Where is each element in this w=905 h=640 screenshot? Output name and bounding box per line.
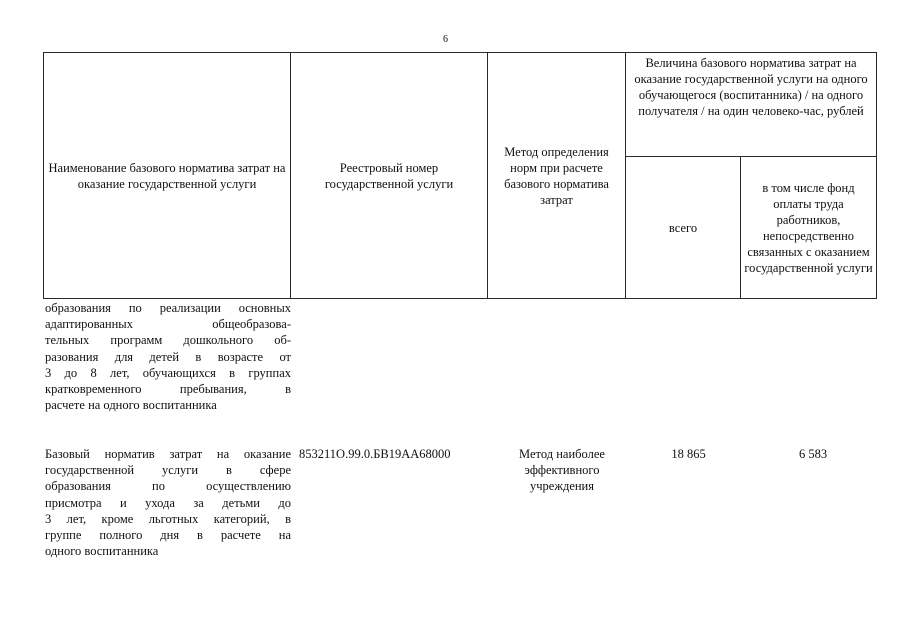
page-number: 6	[443, 34, 448, 45]
header-value-group-cell: Величина базового норматива затрат на оказание государственной услуги на одного обучающегося (воспитанника) / на одного получателя / на один человеко-час, рублей	[626, 53, 877, 157]
table-header	[43, 52, 877, 299]
header-name-cell: Наименование базового норматива затрат на оказание государственной услуги	[44, 53, 291, 299]
row2-name-line: группе полного дня в расчете на	[45, 528, 291, 543]
row1-name-line: кратковременного пребывания, в	[45, 382, 291, 397]
header-fund-cell: в том числе фонд оплаты труда работников, непосредственно связанных с оказанием государственной услуги	[741, 157, 877, 299]
row1-name-line: расчете на одного воспитанника	[45, 398, 217, 413]
row2-name-line: 3 лет, кроме льготных категорий, в	[45, 511, 291, 526]
row2-registry-number: 853211О.99.0.БВ19АА68000	[299, 447, 451, 461]
row2-name-line: Базовый норматив затрат на оказание	[45, 447, 291, 461]
row2-name-line: образования по осуществлению	[45, 479, 291, 494]
header-registry-cell: Реестровый номер государственной услуги	[291, 53, 488, 299]
header-method-cell: Метод определения норм при расчете базового норматива затрат	[488, 53, 626, 299]
row2-total: 18 865	[671, 447, 706, 461]
header-total-cell: всего	[626, 157, 741, 299]
row2-name-line: присмотра и ухода за детьми до	[45, 495, 291, 510]
row2-name	[45, 446, 291, 559]
row1-name	[45, 300, 291, 413]
row1-name-line: тельных программ дошкольного об-	[45, 333, 291, 348]
row2-fund: 6 583	[798, 447, 828, 461]
row1-name-line: образования по реализации основных	[45, 301, 291, 315]
row1-name-line: 3 до 8 лет, обучающихся в группах	[45, 365, 291, 380]
row1-name-line: разования для детей в возрасте от	[45, 349, 291, 364]
row1-name-line: адаптированных общеобразова-	[45, 317, 291, 332]
row2-method: Метод наиболее эффективного учреждения	[519, 447, 605, 494]
row2-name-line: государственной услуги в сфере	[45, 463, 291, 478]
row2-name-line: одного воспитанника	[45, 544, 159, 559]
